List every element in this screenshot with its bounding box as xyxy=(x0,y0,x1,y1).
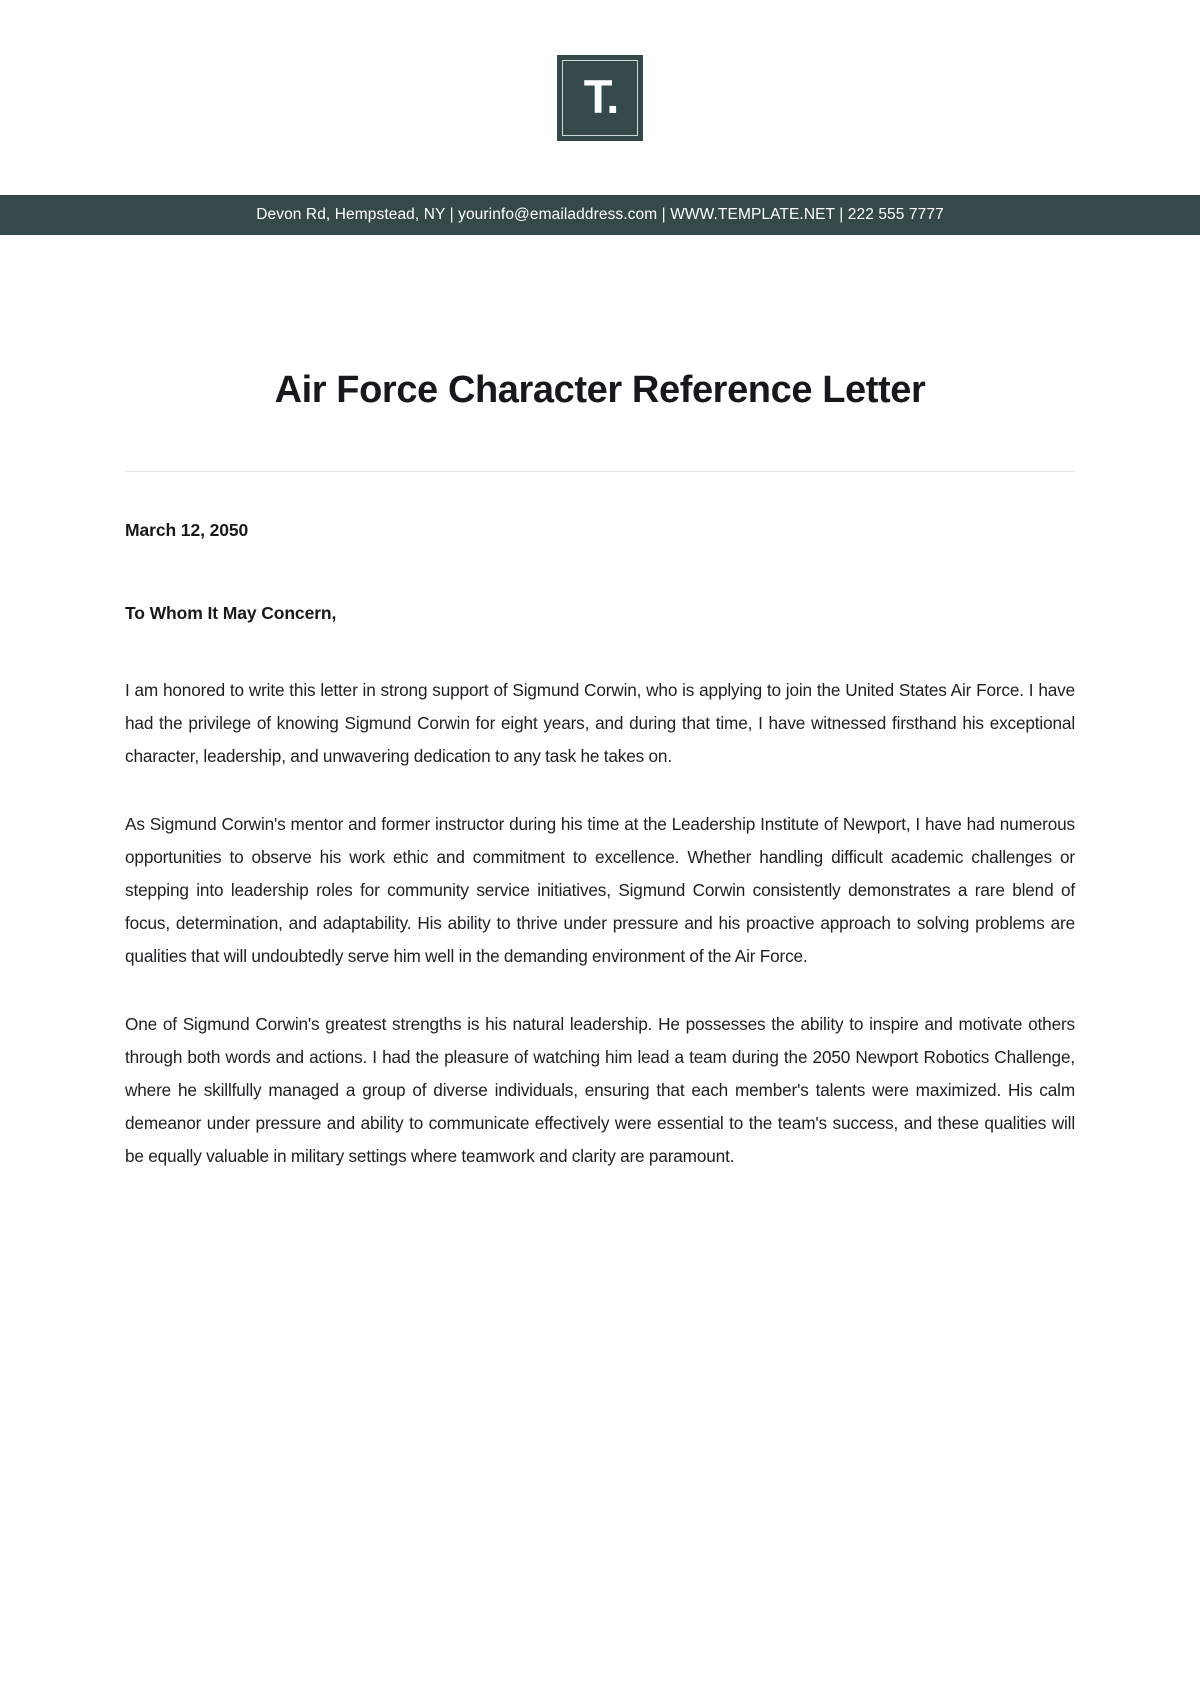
logo-glyph-text: T. xyxy=(583,70,619,123)
contact-info-bar xyxy=(0,195,1200,235)
body-paragraph: One of Sigmund Corwin's greatest strengths is his natural leadership. He possesses the ability to inspire and motivate others through both words and actions. I had the pleasure of watching him lead a team during the 2050 Newport Robotics Challenge, where he skillfully managed a group of diverse individuals, ensuring that each member's talents were maximized. His calm demeanor under pressure and ability to communicate effectively were essential to the team's success, and these qualities will be equally valuable in military settings where teamwork and clarity are paramount. xyxy=(125,1013,1075,1166)
letter-date: March 12, 2050 xyxy=(125,519,249,540)
title-divider xyxy=(125,471,1075,472)
letterhead-logo-area xyxy=(0,0,1200,195)
body-paragraph: As Sigmund Corwin's mentor and former instructor during his time at the Leadership Institute of Newport, I have had numerous opportunities to observe his work ethic and commitment to excellence. Whether handling difficult academic challenges or stepping into leadership roles for community service initiatives, Sigmund Corwin consistently demonstrates a rare blend of focus, determination, and adaptability. His ability to thrive under pressure and his proactive approach to solving problems are qualities that will undoubtedly serve him well in the demanding environment of the Air Force. xyxy=(125,813,1075,966)
title-block xyxy=(125,235,1075,472)
brand-logo-icon xyxy=(557,55,643,141)
letter-salutation: To Whom It May Concern, xyxy=(125,602,337,623)
document-content xyxy=(0,235,1200,1173)
body-paragraph: I am honored to write this letter in strong support of Sigmund Corwin, who is applying to join the United States Air Force. I have had the privilege of knowing Sigmund Corwin for eight years, and during that time, I have witnessed firsthand his exceptional character, leadership, and unwavering dedication to any task he takes on. xyxy=(125,679,1075,766)
page-title: Air Force Character Reference Letter xyxy=(274,369,926,411)
logo-inner-border xyxy=(562,60,638,136)
letter-body xyxy=(125,674,1075,1173)
contact-info-text: Devon Rd, Hempstead, NY | yourinfo@emailaddress.com | WWW.TEMPLATE.NET | 222 555 7777 xyxy=(256,206,944,223)
